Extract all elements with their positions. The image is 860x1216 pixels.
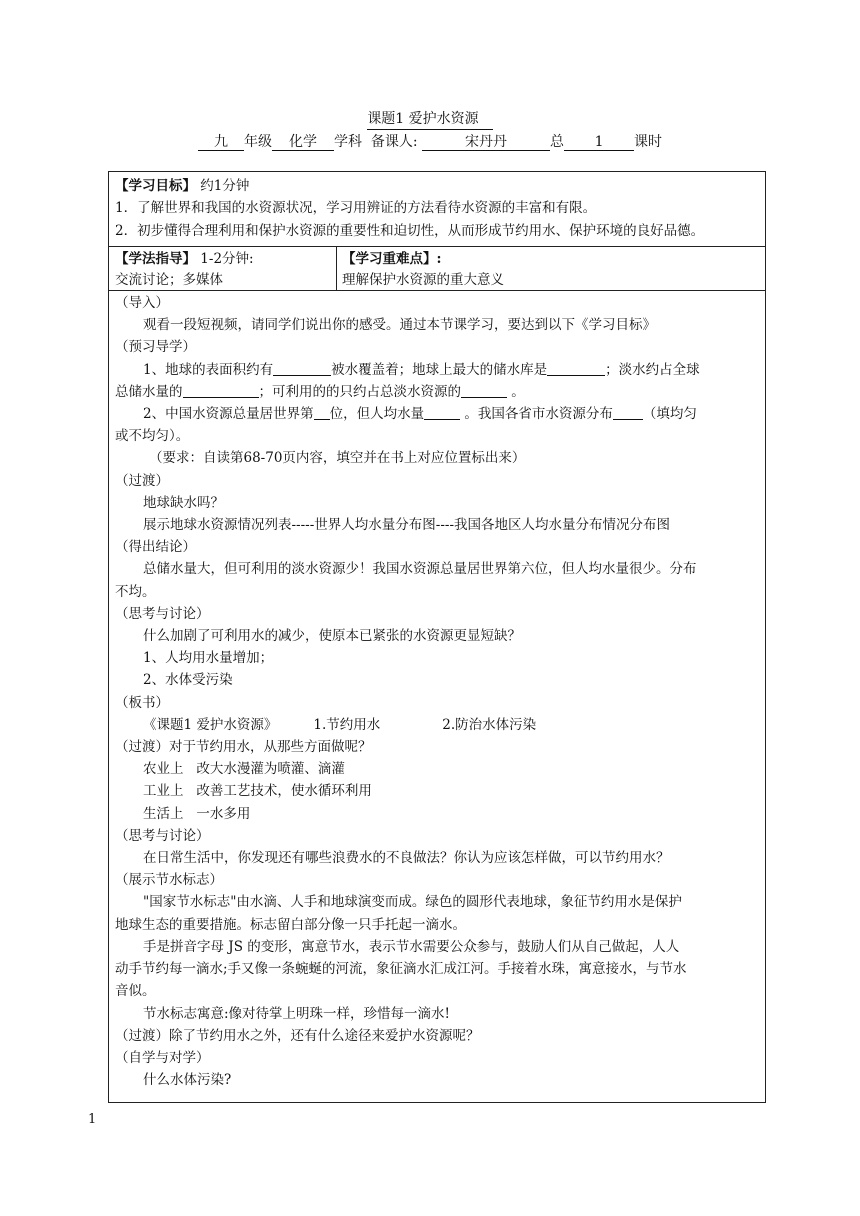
question-text: 被水覆盖着；地球上最大的储水库是 <box>331 361 548 378</box>
question-text: 。 <box>511 383 525 400</box>
list-item: 生活上 一水多用 <box>143 805 251 822</box>
answer-blank[interactable] <box>461 383 507 398</box>
question-text: 总储水量的 <box>115 383 183 400</box>
section-preview: （预习导学） <box>115 339 196 356</box>
teacher-label: 备课人: <box>370 134 418 150</box>
paragraph: 音似。 <box>115 983 156 1000</box>
answer-blank[interactable] <box>547 361 605 376</box>
answer-blank[interactable] <box>613 405 643 420</box>
fill-in-question-1-cont <box>115 381 761 403</box>
board-point-1: 1.节约用水 <box>313 716 381 733</box>
objective-item-2: 2．初步懂得合理利用和保护水资源的重要性和迫切性，从而形成节约用水、保护环境的良好品德。 <box>115 223 705 239</box>
answer-blank[interactable] <box>424 405 460 420</box>
paragraph: （要求：自读第68-70页内容，填空并在书上对应位置标出来） <box>149 450 526 467</box>
question-text: 。我国各省市水资源分布 <box>464 406 613 423</box>
grade-value: 九 <box>198 134 244 151</box>
section-discussion: （思考与讨论） <box>115 827 210 844</box>
section-board: （板书） <box>115 694 169 711</box>
board-line <box>115 714 761 736</box>
section-self-study: （自学与对学） <box>115 1049 210 1066</box>
lesson-info-line <box>0 131 860 151</box>
paragraph: 地球缺水吗？ <box>143 494 224 511</box>
method-time: 1-2分钟: <box>200 251 254 267</box>
keypoints-heading: 【学习重难点】 <box>342 251 437 267</box>
fill-in-question-2 <box>115 403 761 425</box>
question-text: 1、地球的表面积约有 <box>143 361 274 378</box>
total-label: 总 <box>550 134 565 150</box>
objectives-heading: 【学习目标】 <box>115 178 196 194</box>
lesson-title-text: 课题1 爱护水资源 <box>367 108 492 130</box>
method-heading: 【学法指导】 <box>115 251 196 267</box>
total-value: 1 <box>564 134 634 151</box>
objectives-heading-line <box>115 175 249 197</box>
column-divider <box>336 246 337 290</box>
fill-in-question-1 <box>115 359 761 381</box>
paragraph: 地球生态的重要措施。标志留白部分像一只手托起一滴水。 <box>115 916 466 933</box>
list-item: 1、人均用水量增加； <box>143 650 274 667</box>
board-point-2: 2.防治水体污染 <box>442 716 537 733</box>
section-transition: （过渡）对于节约用水，从那些方面做呢？ <box>115 739 372 756</box>
keypoints-heading-line <box>342 248 441 270</box>
lesson-body <box>115 292 761 1091</box>
lesson-title <box>0 108 860 130</box>
paragraph: 在日常生活中，你发现还有哪些浪费水的不良做法？你认为应该怎样做，可以节约用水？ <box>143 850 670 867</box>
keypoints-colon: : <box>436 251 442 267</box>
paragraph: 不均。 <box>115 583 156 600</box>
paragraph: "国家节水标志"由水滴、人手和地球演变而成。绿色的圆形代表地球，象征节约用水是保护 <box>143 894 682 911</box>
answer-blank[interactable] <box>273 361 331 376</box>
page-number: 1 <box>88 1112 97 1127</box>
question-text: ；淡水约占全球 <box>605 361 700 378</box>
question-text: （填均匀 <box>642 406 697 423</box>
question-text: 2、中国水资源总量居世界第 <box>143 406 314 423</box>
section-transition: （过渡） <box>115 472 169 489</box>
section-conclusion: （得出结论） <box>115 539 196 556</box>
grade-label: 年级 <box>243 134 272 150</box>
section-intro: （导入） <box>115 295 169 311</box>
question-text: 位，但人均水量 <box>329 406 425 423</box>
keypoints-content: 理解保护水资源的重大意义 <box>342 272 504 288</box>
paragraph: 什么水体污染? <box>143 1072 232 1089</box>
paragraph: 什么加剧了可利用水的减少，使原本已紧张的水资源更显短缺？ <box>143 628 521 645</box>
lesson-plan-table <box>108 171 766 1103</box>
method-heading-line <box>115 248 254 270</box>
paragraph: 节水标志寓意:像对待掌上明珠一样，珍惜每一滴水! <box>143 1005 450 1022</box>
list-item: 2、水体受污染 <box>143 672 233 689</box>
section-discussion: （思考与讨论） <box>115 605 210 622</box>
paragraph: 观看一段短视频，请同学们说出你的感受。通过本节课学习，要达到以下《学习目标》 <box>143 317 656 334</box>
board-title: 《课题1 爱护水资源》 <box>143 716 278 733</box>
answer-blank[interactable] <box>314 405 330 420</box>
period-label: 课时 <box>634 134 663 150</box>
objective-item-1: 1．了解世界和我国的水资源状况，学习用辨证的方法看待水资源的丰富和有限。 <box>115 200 597 216</box>
paragraph: 总储水量大，但可利用的淡水资源少！我国水资源总量居世界第六位，但人均水量很少。分布 <box>143 561 697 578</box>
subject-value: 化学 <box>272 134 334 151</box>
list-item: 工业上 改善工艺技术，使水循环利用 <box>143 783 372 800</box>
teacher-value: 宋丹丹 <box>422 134 550 151</box>
objectives-time: 约1分钟 <box>200 178 250 194</box>
question-text: ；可利用的的只约占总淡水资源的 <box>258 383 461 400</box>
paragraph: 手是拼音字母 JS 的变形，寓意节水，表示节水需要公众参与，鼓励人们从自己做起，人人 <box>143 938 680 955</box>
subject-label: 学科 <box>333 134 362 150</box>
paragraph: 动手节约每一滴水;手又像一条蜿蜒的河流，象征滴水汇成江河。手接着水珠，寓意接水，与节水 <box>115 961 687 978</box>
method-content: 交流讨论；多媒体 <box>115 272 223 288</box>
section-logo: （展示节水标志） <box>115 872 223 889</box>
answer-blank[interactable] <box>183 383 259 398</box>
paragraph: 展示地球水资源情况列表-----世界人均水量分布图----我国各地区人均水量分布情况分布图 <box>143 517 671 534</box>
list-item: 农业上 改大水漫灌为喷灌、滴灌 <box>143 761 345 778</box>
section-transition: （过渡）除了节约用水之外，还有什么途径来爱护水资源呢？ <box>115 1027 480 1044</box>
paragraph: 或不均匀）。 <box>115 428 190 445</box>
